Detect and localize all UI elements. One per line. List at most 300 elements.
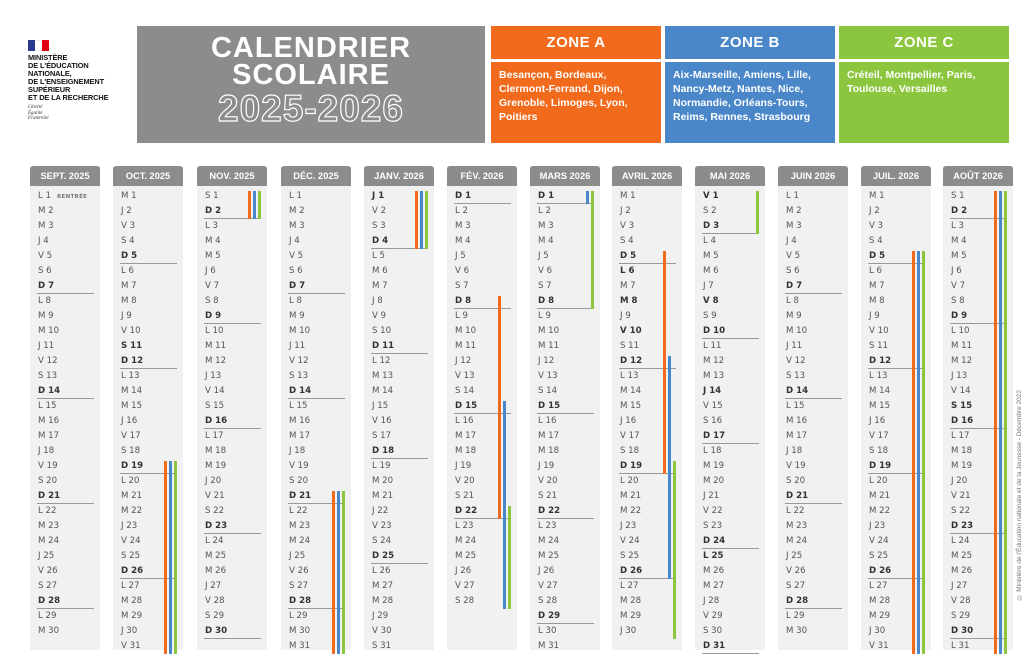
day-row: D 12: [113, 354, 183, 369]
day-row: V 8: [703, 296, 719, 306]
day-row: M 28: [869, 596, 891, 606]
day-row: M 16: [786, 416, 808, 426]
day-row: S 14: [455, 386, 475, 396]
day-row: D 14: [30, 384, 100, 399]
holiday-bar-zone-a: [498, 296, 501, 519]
day-row: S 1: [951, 191, 965, 201]
holiday-bar-zone-c: [1004, 191, 1007, 654]
day-row: V 13: [538, 371, 558, 381]
day-row: L 20: [121, 476, 140, 486]
day-row: D 2: [197, 204, 267, 219]
day-row: L 26: [372, 566, 391, 576]
day-row: D 30: [197, 624, 267, 639]
day-row: M 15: [620, 401, 642, 411]
day-row: J 25: [786, 551, 803, 561]
day-row: M 13: [703, 371, 725, 381]
day-row: S 18: [121, 446, 141, 456]
day-row: M 5: [951, 251, 967, 261]
day-list: [530, 189, 600, 654]
day-row: V 6: [538, 266, 553, 276]
day-row: J 11: [38, 341, 55, 351]
day-row: S 8: [951, 296, 965, 306]
day-row: L 4: [703, 236, 716, 246]
day-list: [30, 189, 100, 639]
day-row: L 2: [538, 206, 551, 216]
day-row: J 6: [951, 266, 962, 276]
day-row: D 4: [364, 234, 434, 249]
day-row: L 12: [372, 356, 391, 366]
day-row: J 21: [703, 491, 720, 501]
day-row: J 29: [372, 611, 389, 621]
day-row: J 19: [538, 461, 555, 471]
day-row: J 16: [620, 416, 637, 426]
day-row: D 10: [695, 324, 765, 339]
day-row: J 2: [121, 206, 132, 216]
day-row: L 1: [289, 191, 302, 201]
day-row: S 25: [869, 551, 889, 561]
day-row: D 19: [612, 459, 682, 474]
holiday-bar-zone-b: [999, 191, 1002, 654]
day-row: V 1: [703, 191, 719, 201]
day-row: V 22: [703, 506, 723, 516]
holiday-bar-zone-a: [248, 191, 251, 219]
day-row: J 30: [869, 626, 886, 636]
day-row: J 16: [869, 416, 886, 426]
day-row: M 25: [538, 551, 560, 561]
day-row: V 26: [786, 566, 806, 576]
month-column: [197, 166, 267, 650]
day-row: M 5: [703, 251, 719, 261]
day-row: L 13: [620, 371, 639, 381]
day-row: V 27: [455, 581, 475, 591]
day-row: M 22: [869, 506, 891, 516]
day-row: D 19: [113, 459, 183, 474]
day-list: [281, 189, 351, 654]
day-row: L 3: [205, 221, 218, 231]
day-row: D 5: [113, 249, 183, 264]
day-row: M 17: [455, 431, 477, 441]
day-row: L 15: [786, 401, 805, 411]
day-row: D 30: [943, 624, 1013, 639]
rentree-label: RENTRÉE: [57, 194, 88, 200]
day-row: M 26: [703, 566, 725, 576]
day-row: M 21: [620, 491, 642, 501]
holiday-bar-zone-b: [917, 251, 920, 654]
day-row: M 2: [289, 206, 305, 216]
day-row: V 19: [786, 461, 806, 471]
day-row: M 12: [951, 356, 973, 366]
day-row: V 7: [205, 281, 220, 291]
title-year: 2025-2026: [218, 88, 404, 129]
day-row: M 24: [538, 536, 560, 546]
day-row: M 3: [455, 221, 471, 231]
day-row: S 3: [372, 221, 386, 231]
holiday-bar-zone-c: [756, 191, 759, 234]
holiday-bar-zone-a: [912, 251, 915, 654]
day-row: D 15: [530, 399, 600, 414]
day-row: J 23: [121, 521, 138, 531]
day-row: J 23: [620, 521, 637, 531]
day-row: M 1: [121, 191, 137, 201]
day-row: V 24: [121, 536, 141, 546]
month-header: JANV. 2026: [364, 166, 434, 186]
day-row: V 15: [703, 401, 723, 411]
day-row: M 29: [869, 611, 891, 621]
day-row: L 29: [289, 611, 308, 621]
holiday-bar-zone-a: [994, 191, 997, 654]
day-row: M 29: [620, 611, 642, 621]
day-row: M 11: [455, 341, 477, 351]
day-row: M 23: [786, 521, 808, 531]
day-row: L 16: [538, 416, 557, 426]
day-row: L 29: [38, 611, 57, 621]
ministry-logo: [28, 40, 133, 122]
day-row: V 17: [869, 431, 889, 441]
day-row: S 21: [455, 491, 475, 501]
day-row: S 27: [786, 581, 806, 591]
day-row: D 8: [530, 294, 600, 309]
day-row: D 9: [943, 309, 1013, 324]
holiday-bar-zone-c: [591, 191, 594, 309]
day-row: S 24: [372, 536, 392, 546]
day-row: D 28: [30, 594, 100, 609]
day-row: V 26: [289, 566, 309, 576]
day-row: M 15: [869, 401, 891, 411]
day-row: L 9: [538, 311, 551, 321]
day-row: S 15: [205, 401, 225, 411]
day-row: L 31: [951, 641, 970, 651]
day-row: J 25: [289, 551, 306, 561]
day-row: D 26: [612, 564, 682, 579]
holiday-bar-zone-a: [164, 461, 167, 654]
title-line-2: SCOLAIRE: [232, 59, 390, 91]
day-row: L 3: [951, 221, 964, 231]
day-row: S 13: [786, 371, 806, 381]
day-row: L 22: [289, 506, 308, 516]
day-row: D 9: [197, 309, 267, 324]
day-row: D 29: [530, 609, 600, 624]
day-row: M 26: [205, 566, 227, 576]
day-row: J 13: [205, 371, 222, 381]
day-row: M 18: [538, 446, 560, 456]
day-list: [364, 189, 434, 654]
day-row: D 21: [778, 489, 848, 504]
month-column: [695, 166, 765, 650]
day-row: M 8: [620, 296, 638, 306]
day-row: M 4: [455, 236, 471, 246]
day-row: J 20: [951, 476, 968, 486]
day-row: V 12: [289, 356, 309, 366]
day-row: S 31: [372, 641, 392, 651]
day-row: V 10: [121, 326, 141, 336]
day-row: D 1: [447, 189, 517, 204]
day-row: M 3: [38, 221, 54, 231]
day-row: D 22: [530, 504, 600, 519]
day-row: L 17: [951, 431, 970, 441]
month-column: [30, 166, 100, 650]
day-row: V 14: [951, 386, 971, 396]
zone-b-cities: Aix-Marseille, Amiens, Lille, Nancy-Metz, Nantes, Nice, Normandie, Orléans-Tours, Reims, Rennes, Strasbourg: [665, 62, 835, 143]
day-row: L 6: [620, 266, 635, 276]
day-row: D 12: [861, 354, 931, 369]
day-row: D 12: [612, 354, 682, 369]
day-row: M 10: [786, 326, 808, 336]
day-row: D 16: [943, 414, 1013, 429]
day-row: L 20: [620, 476, 639, 486]
day-row: M 11: [538, 341, 560, 351]
day-row: M 4: [538, 236, 554, 246]
day-row: S 7: [455, 281, 469, 291]
holiday-bar-zone-b: [169, 461, 172, 654]
holiday-bar-zone-c: [673, 461, 676, 639]
day-row: V 16: [372, 416, 392, 426]
day-row: J 9: [121, 311, 132, 321]
day-row: M 14: [869, 386, 891, 396]
day-row: V 5: [38, 251, 53, 261]
day-row: M 17: [289, 431, 311, 441]
day-row: J 14: [703, 386, 722, 396]
day-row: L 27: [869, 581, 888, 591]
day-row: D 15: [447, 399, 517, 414]
holiday-bar-zone-b: [668, 356, 671, 579]
day-row: L 5: [372, 251, 385, 261]
day-list: [695, 189, 765, 654]
holiday-bar-zone-b: [253, 191, 256, 219]
day-row: S 22: [951, 506, 971, 516]
day-row: V 6: [455, 266, 470, 276]
day-row: M 21: [869, 491, 891, 501]
day-row: D 17: [695, 429, 765, 444]
day-row: J 25: [38, 551, 55, 561]
day-row: L 1 RENTRÉE: [38, 191, 88, 201]
holiday-bar-zone-b: [337, 491, 340, 654]
french-flag-icon: [28, 40, 49, 51]
day-list: [447, 189, 517, 609]
day-row: L 8: [786, 296, 799, 306]
day-row: S 18: [620, 446, 640, 456]
day-row: L 24: [951, 536, 970, 546]
day-row: S 6: [289, 266, 303, 276]
month-column: [364, 166, 434, 650]
day-row: M 14: [620, 386, 642, 396]
day-row: L 2: [455, 206, 468, 216]
day-row: S 13: [289, 371, 309, 381]
day-row: M 23: [289, 521, 311, 531]
day-row: V 19: [38, 461, 58, 471]
day-row: J 11: [786, 341, 803, 351]
day-row: J 28: [703, 596, 720, 606]
day-row: M 7: [869, 281, 885, 291]
month-column: [530, 166, 600, 650]
day-row: L 23: [455, 521, 474, 531]
day-row: V 30: [372, 626, 392, 636]
day-row: S 20: [289, 476, 309, 486]
day-row: V 9: [372, 311, 387, 321]
day-row: S 4: [620, 236, 634, 246]
month-header: JUIL. 2026: [861, 166, 931, 186]
day-row: V 2: [372, 206, 387, 216]
day-row: M 25: [455, 551, 477, 561]
day-row: L 30: [538, 626, 557, 636]
day-row: D 31: [695, 639, 765, 654]
day-row: M 24: [786, 536, 808, 546]
day-row: L 11: [703, 341, 722, 351]
day-row: J 9: [620, 311, 631, 321]
day-row: L 16: [455, 416, 474, 426]
day-row: L 15: [289, 401, 308, 411]
month-header: JUIN 2026: [778, 166, 848, 186]
day-row: S 25: [121, 551, 141, 561]
day-row: L 17: [205, 431, 224, 441]
day-row: J 30: [121, 626, 138, 636]
day-row: J 2: [620, 206, 631, 216]
day-row: V 10: [869, 326, 889, 336]
holiday-bar-zone-b: [420, 191, 423, 249]
day-row: M 17: [786, 431, 808, 441]
day-row: J 26: [455, 566, 472, 576]
day-row: J 12: [455, 356, 472, 366]
day-row: D 16: [197, 414, 267, 429]
month-header: AVRIL 2026: [612, 166, 682, 186]
day-row: J 27: [205, 581, 222, 591]
day-row: V 28: [205, 596, 225, 606]
day-row: J 8: [372, 296, 383, 306]
day-row: V 23: [372, 521, 392, 531]
day-row: V 17: [121, 431, 141, 441]
day-row: S 11: [620, 341, 640, 351]
day-row: V 26: [38, 566, 58, 576]
day-row: S 23: [703, 521, 723, 531]
day-row: D 23: [197, 519, 267, 534]
month-column: [612, 166, 682, 650]
day-row: S 9: [703, 311, 717, 321]
day-row: L 23: [538, 521, 557, 531]
day-row: M 25: [951, 551, 973, 561]
month-column: [943, 166, 1013, 650]
day-row: M 23: [38, 521, 60, 531]
holiday-bar-zone-c: [425, 191, 428, 249]
day-row: M 9: [38, 311, 54, 321]
day-row: S 30: [703, 626, 723, 636]
day-row: J 26: [538, 566, 555, 576]
day-row: L 25: [703, 551, 724, 561]
day-row: D 7: [778, 279, 848, 294]
day-row: S 6: [38, 266, 52, 276]
day-row: J 30: [620, 626, 637, 636]
month-header: FÉV. 2026: [447, 166, 517, 186]
day-row: J 9: [869, 311, 880, 321]
holiday-bar-zone-c: [258, 191, 261, 219]
day-row: M 12: [703, 356, 725, 366]
month-header: DÉC. 2025: [281, 166, 351, 186]
month-column: [861, 166, 931, 650]
day-row: M 24: [38, 536, 60, 546]
day-list: [612, 189, 682, 639]
day-row: L 8: [38, 296, 51, 306]
day-row: V 24: [620, 536, 640, 546]
day-row: V 17: [620, 431, 640, 441]
holiday-bar-zone-a: [415, 191, 418, 249]
day-row: M 24: [455, 536, 477, 546]
day-row: S 7: [538, 281, 552, 291]
day-row: M 18: [455, 446, 477, 456]
ministry-motto: Liberté Égalité Fraternité: [28, 105, 49, 121]
day-row: J 19: [455, 461, 472, 471]
day-row: J 4: [786, 236, 797, 246]
day-row: J 5: [538, 251, 549, 261]
day-row: M 19: [951, 461, 973, 471]
holiday-bar-zone-a: [663, 251, 666, 474]
day-row: D 14: [281, 384, 351, 399]
day-row: M 20: [703, 476, 725, 486]
day-row: M 21: [121, 491, 143, 501]
day-row: L 22: [38, 506, 57, 516]
day-row: L 8: [289, 296, 302, 306]
day-row: J 4: [38, 236, 49, 246]
day-row: M 5: [205, 251, 221, 261]
day-row: M 4: [951, 236, 967, 246]
day-row: L 27: [620, 581, 639, 591]
holiday-bar-zone-c: [342, 491, 345, 654]
day-row: S 20: [38, 476, 58, 486]
day-row: L 13: [121, 371, 140, 381]
day-row: M 29: [121, 611, 143, 621]
day-row: M 15: [121, 401, 143, 411]
day-row: M 6: [703, 266, 719, 276]
day-row: M 21: [372, 491, 394, 501]
day-row: L 22: [786, 506, 805, 516]
day-row: S 29: [951, 611, 971, 621]
day-row: M 22: [121, 506, 143, 516]
day-row: V 13: [455, 371, 475, 381]
day-row: D 22: [447, 504, 517, 519]
day-list: [197, 189, 267, 639]
day-row: M 14: [121, 386, 143, 396]
day-row: S 27: [38, 581, 58, 591]
day-row: M 2: [786, 206, 802, 216]
day-row: M 31: [538, 641, 560, 651]
day-row: V 21: [951, 491, 971, 501]
day-row: D 19: [861, 459, 931, 474]
day-row: M 16: [38, 416, 60, 426]
title-line-1: CALENDRIER: [210, 32, 412, 64]
zone-a-cities: Besançon, Bordeaux, Clermont-Ferrand, Dijon, Grenoble, Limoges, Lyon, Poitiers: [491, 62, 661, 143]
title-box: [137, 26, 485, 143]
holiday-bar-zone-c: [922, 251, 925, 654]
day-row: D 26: [861, 564, 931, 579]
day-row: M 27: [372, 581, 394, 591]
day-row: D 21: [30, 489, 100, 504]
day-row: J 18: [289, 446, 306, 456]
day-row: M 1: [869, 191, 885, 201]
day-row: D 7: [30, 279, 100, 294]
day-row: J 1: [372, 191, 385, 201]
day-row: S 25: [620, 551, 640, 561]
day-row: S 22: [205, 506, 225, 516]
day-row: M 30: [786, 626, 808, 636]
day-row: M 16: [289, 416, 311, 426]
day-row: V 28: [951, 596, 971, 606]
day-list: [778, 189, 848, 639]
day-row: M 26: [951, 566, 973, 576]
day-row: J 15: [372, 401, 389, 411]
day-row: V 27: [538, 581, 558, 591]
day-row: J 20: [205, 476, 222, 486]
day-row: M 1: [620, 191, 636, 201]
day-row: D 18: [364, 444, 434, 459]
day-row: M 28: [372, 596, 394, 606]
day-row: S 17: [372, 431, 392, 441]
